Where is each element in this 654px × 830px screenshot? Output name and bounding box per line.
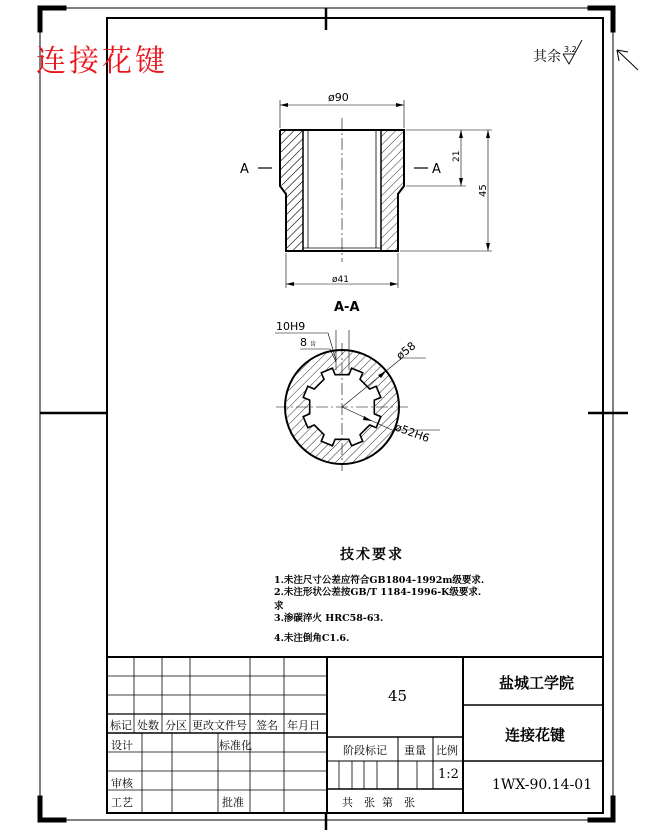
section-marker-right: A: [432, 162, 441, 177]
tech-requirement-4: 4.未注倒角C1.6.: [274, 633, 350, 644]
roughness-label: 其余: [533, 49, 561, 65]
dim-outer-diameter: ø58: [393, 339, 419, 363]
label-standardize: 标准化: [219, 739, 252, 752]
header-count: 处数: [137, 719, 159, 732]
label-sheets: 共 张 第 张: [342, 796, 415, 809]
tech-requirements-title: 技术要求: [340, 547, 404, 563]
roughness-value: 3.2: [564, 45, 577, 54]
header-sign: 签名: [256, 719, 278, 732]
label-review: 审核: [111, 777, 133, 790]
dim-top-diameter: ø90: [328, 91, 349, 104]
dim-spline-count-suffix: 齿: [310, 341, 317, 348]
label-stage-mark: 阶段标记: [343, 744, 387, 757]
dim-spline-count: 8: [300, 336, 307, 349]
header-doc-no: 更改文件号: [192, 719, 247, 732]
dim-inner-diameter: ø52H6: [392, 420, 432, 446]
label-process: 工艺: [111, 796, 133, 809]
section-marker-left: A: [240, 162, 249, 177]
section-title: A-A: [334, 300, 360, 315]
label-weight: 重量: [404, 744, 426, 757]
tech-requirement-2: 2.未注形状公差按GB/T 1184-1996-K级要求.: [274, 587, 482, 598]
label-approve: 批准: [222, 796, 244, 809]
drawing-number: 1WX-90.14-01: [492, 777, 593, 793]
header-mark: 标记: [110, 719, 132, 732]
material-value: 45: [388, 687, 408, 705]
orientation-arrow: [617, 50, 638, 70]
label-ratio: 比例: [436, 744, 458, 757]
header-date: 年月日: [287, 719, 320, 732]
drawing-title-red: 连接花键: [36, 44, 168, 79]
dim-height-small: 21: [452, 150, 462, 162]
front-section-view: [258, 100, 492, 288]
dim-spline-width: 10H9: [276, 320, 306, 333]
dim-height-total: 45: [478, 184, 489, 197]
dim-bottom-diameter: ø41: [332, 275, 349, 285]
school-name: 盐城工学院: [499, 674, 575, 692]
tech-requirement-1: 1.未注尺寸公差应符合GB1804-1992m级要求.: [274, 575, 485, 586]
scale-value: 1:2: [438, 767, 459, 782]
tech-requirement-wrap: 求: [274, 601, 284, 612]
header-zone: 分区: [165, 719, 187, 732]
tech-requirement-3: 3.渗碳淬火 HRC58-63.: [274, 613, 384, 624]
label-design: 设计: [111, 739, 133, 752]
part-name: 连接花键: [505, 726, 566, 744]
